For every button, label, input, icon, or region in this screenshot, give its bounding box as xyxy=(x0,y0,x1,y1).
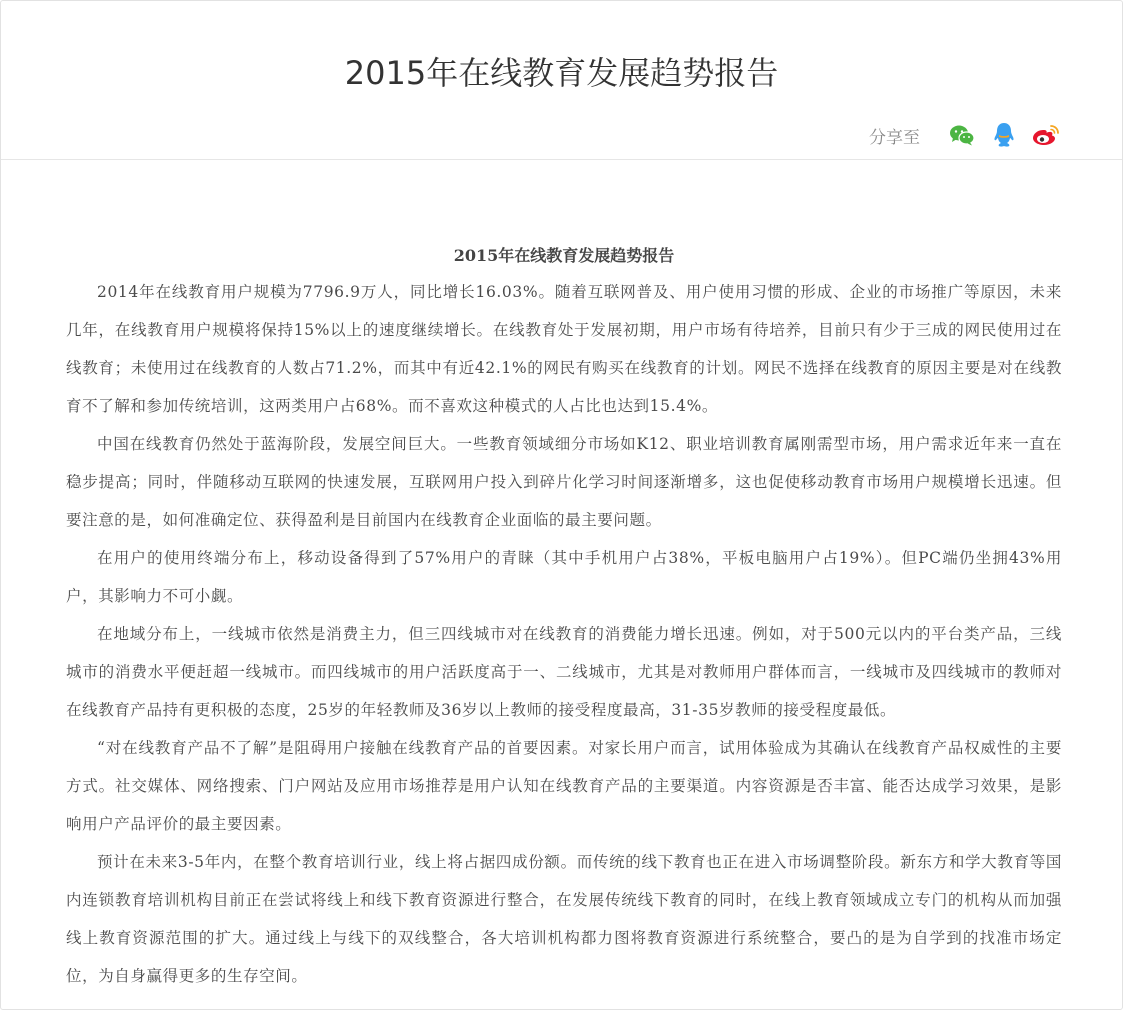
paragraph-4: 在地域分布上，一线城市依然是消费主力，但三四线城市对在线教育的消费能力增长迅速。例如，对于500元以内的平台类产品，三线城市的消费水平便赶超一线城市。而四线城市的用户活跃度高于一、二线城市，尤其是对教师用户群体而言，一线城市及四线城市的教师对在线教育产品持有更积极的态度，25岁的年轻教师及36岁以上教师的接受程度最高，31-35岁教师的接受程度最低。 xyxy=(66,625,1062,719)
paragraph-2: 中国在线教育仍然处于蓝海阶段，发展空间巨大。一些教育领域细分市场如K12、职业培训教育属刚需型市场，用户需求近年来一直在稳步提高；同时，伴随移动互联网的快速发展，互联网用户投入到碎片化学习时间逐渐增多，这也促使移动教育市场用户规模增长迅速。但要注意的是，如何准确定位、获得盈利是目前国内在线教育企业面临的最主要问题。 xyxy=(66,435,1062,529)
paragraph-6: 预计在未来3-5年内，在整个教育培训行业，线上将占据四成份额。而传统的线下教育也正在进入市场调整阶段。新东方和学大教育等国内连锁教育培训机构目前正在尝试将线上和线下教育资源进行整合，在发展传统线下教育的同时，在线上教育领域成立专门的机构从而加强线上教育资源范围的扩大。通过线上与线下的双线整合，各大培训机构都力图将教育资源进行系统整合，要凸的是为自学到的找准市场定位，为自身赢得更多的生存空间。 xyxy=(66,853,1062,985)
weibo-icon[interactable] xyxy=(1032,121,1060,149)
wechat-icon[interactable] xyxy=(948,121,976,149)
article-body xyxy=(66,241,1062,995)
paragraph-1: 2014年在线教育用户规模为7796.9万人，同比增长16.03%。随着互联网普及、用户使用习惯的形成、企业的市场推广等原因，未来几年，在线教育用户规模将保持15%以上的速度继续增长。在线教育处于发展初期，用户市场有待培养，目前只有少于三成的网民使用过在线教育；未使用过在线教育的人数占71.2%，而其中有近42.1%的网民有购买在线教育的计划。网民不选择在线教育的原因主要是对在线教育不了解和参加传统培训，这两类用户占68%。而不喜欢这种模式的人占比也达到15.4%。 xyxy=(66,283,1062,415)
page-header xyxy=(1,1,1122,160)
share-bar xyxy=(869,120,1060,150)
paragraph-5: “对在线教育产品不了解”是阻碍用户接触在线教育产品的首要因素。对家长用户而言，试用体验成为其确认在线教育产品权威性的主要方式。社交媒体、网络搜索、门户网站及应用市场推荐是用户认知在线教育产品的主要渠道。内容资源是否丰富、能否达成学习效果，是影响用户产品评价的最主要因素。 xyxy=(66,739,1062,833)
page-title: 2015年在线教育发展趋势报告 xyxy=(344,54,779,92)
share-label: 分享至 xyxy=(869,127,920,148)
article-heading: 2015年在线教育发展趋势报告 xyxy=(453,246,675,265)
qq-icon[interactable] xyxy=(990,121,1018,149)
paragraph-3: 在用户的使用终端分布上，移动设备得到了57%用户的青睐（其中手机用户占38%，平板电脑用户占19%）。但PC端仍坐拥43%用户，其影响力不可小觑。 xyxy=(66,549,1062,605)
